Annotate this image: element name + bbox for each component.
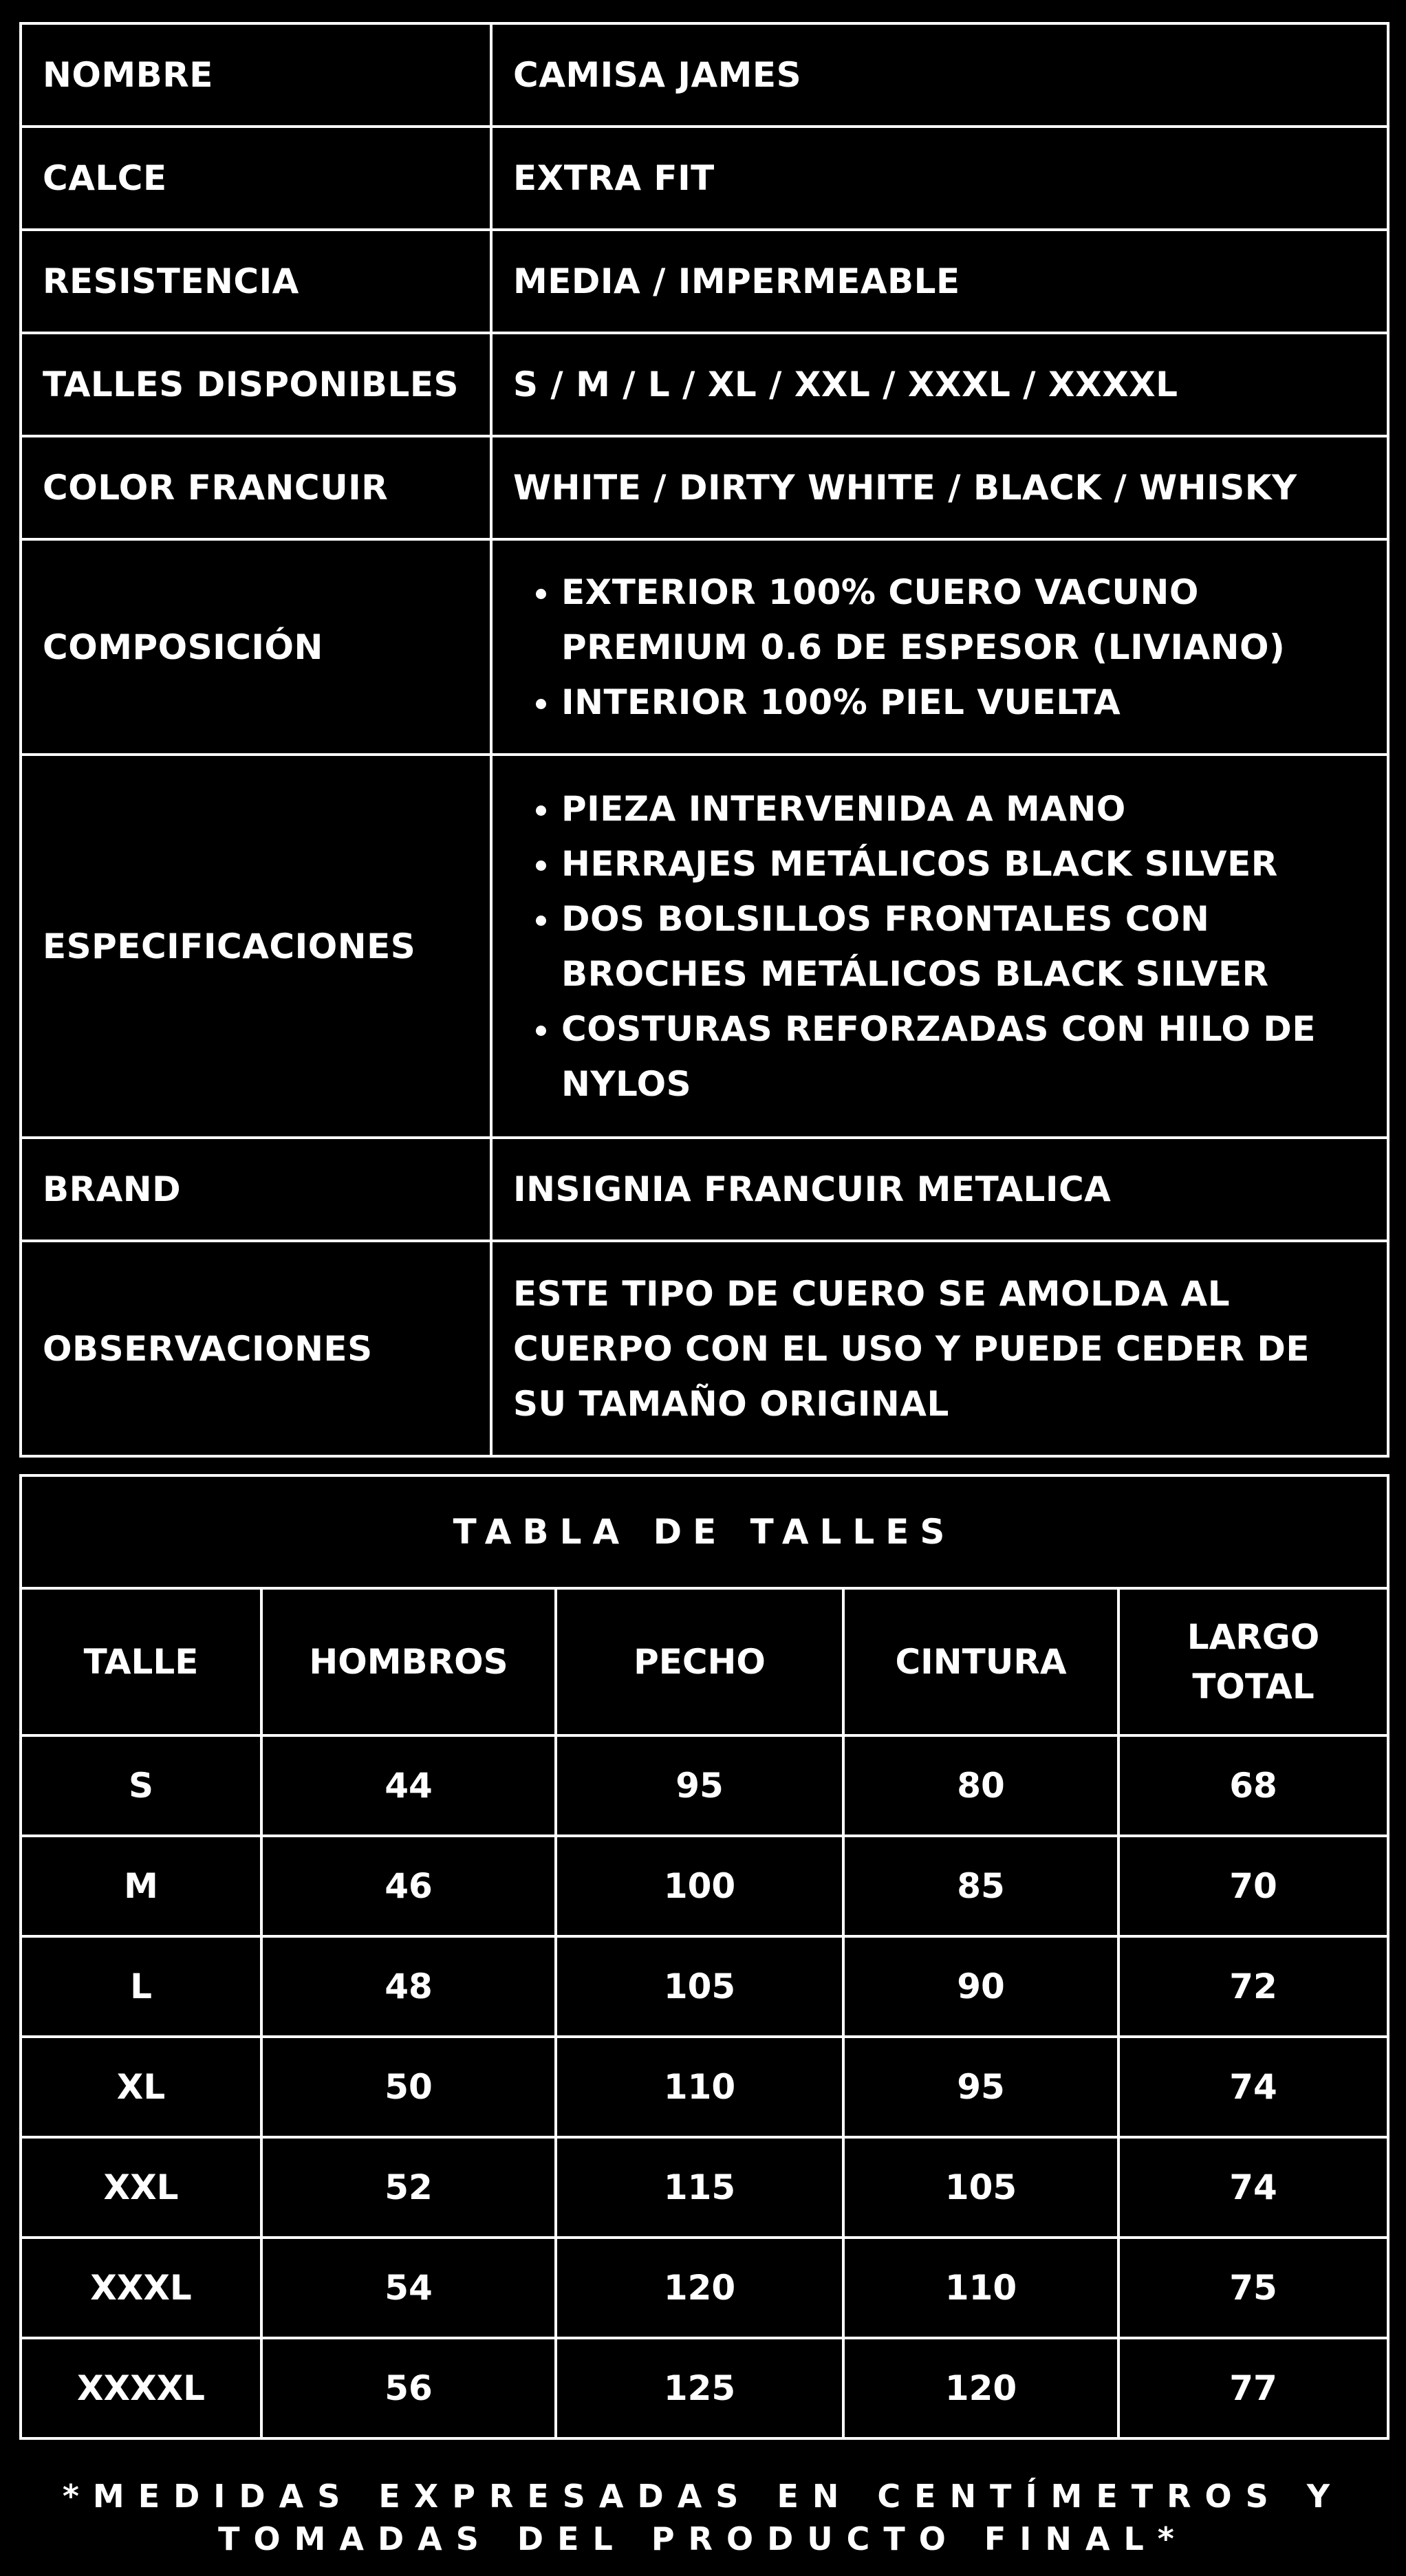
spec-label: COLOR FRANCUIR bbox=[21, 436, 491, 539]
value-cell: 95 bbox=[556, 1735, 843, 1836]
spec-value: CAMISA JAMES bbox=[491, 23, 1388, 127]
spec-value: WHITE / DIRTY WHITE / BLACK / WHISKY bbox=[491, 436, 1388, 539]
composicion-list bbox=[513, 565, 1366, 730]
size-cell: L bbox=[21, 1936, 261, 2037]
spec-row-composicion bbox=[21, 539, 1388, 755]
spec-label: TALLES DISPONIBLES bbox=[21, 333, 491, 436]
spec-label: CALCE bbox=[21, 127, 491, 230]
spec-label: ESPECIFICACIONES bbox=[21, 755, 491, 1138]
spec-row-resistencia bbox=[21, 230, 1388, 333]
value-cell: 80 bbox=[843, 1735, 1118, 1836]
spec-value: INSIGNIA FRANCUIR METALICA bbox=[491, 1138, 1388, 1241]
spec-value: MEDIA / IMPERMEABLE bbox=[491, 230, 1388, 333]
spec-row-talles bbox=[21, 333, 1388, 436]
value-cell: 120 bbox=[556, 2238, 843, 2338]
size-table-header-row bbox=[21, 1588, 1388, 1735]
value-cell: 52 bbox=[261, 2137, 556, 2238]
spec-label: COMPOSICIÓN bbox=[21, 539, 491, 755]
value-cell: 105 bbox=[843, 2137, 1118, 2238]
spec-value: S / M / L / XL / XXL / XXXL / XXXXL bbox=[491, 333, 1388, 436]
table-row bbox=[21, 1936, 1388, 2037]
product-spec-table bbox=[19, 22, 1389, 1458]
value-cell: 120 bbox=[843, 2338, 1118, 2438]
spec-row-observaciones bbox=[21, 1241, 1388, 1456]
size-chart-table bbox=[19, 1474, 1389, 2440]
value-cell: 110 bbox=[843, 2238, 1118, 2338]
value-cell: 77 bbox=[1118, 2338, 1388, 2438]
list-item: • HERRAJES METÁLICOS BLACK SILVER bbox=[561, 836, 1366, 891]
size-cell: XXXL bbox=[21, 2238, 261, 2338]
spec-value: EXTRA FIT bbox=[491, 127, 1388, 230]
spec-label: RESISTENCIA bbox=[21, 230, 491, 333]
column-header: HOMBROS bbox=[261, 1588, 556, 1735]
table-row bbox=[21, 2137, 1388, 2238]
value-cell: 115 bbox=[556, 2137, 843, 2238]
value-cell: 70 bbox=[1118, 1836, 1388, 1936]
column-header: CINTURA bbox=[843, 1588, 1118, 1735]
value-cell: 90 bbox=[843, 1936, 1118, 2037]
value-cell: 44 bbox=[261, 1735, 556, 1836]
table-row bbox=[21, 2037, 1388, 2137]
spec-value: ESTE TIPO DE CUERO SE AMOLDA AL CUERPO CON EL USO Y PUEDE CEDER DE SU TAMAÑO ORIGINAL bbox=[491, 1241, 1388, 1456]
table-row bbox=[21, 2238, 1388, 2338]
spec-row-nombre bbox=[21, 23, 1388, 127]
value-cell: 68 bbox=[1118, 1735, 1388, 1836]
column-header: TALLE bbox=[21, 1588, 261, 1735]
list-item: • COSTURAS REFORZADAS CON HILO DE NYLOS bbox=[561, 1002, 1366, 1112]
table-row bbox=[21, 1735, 1388, 1836]
value-cell: 125 bbox=[556, 2338, 843, 2438]
value-cell: 110 bbox=[556, 2037, 843, 2137]
spec-row-calce bbox=[21, 127, 1388, 230]
value-cell: 56 bbox=[261, 2338, 556, 2438]
value-cell: 75 bbox=[1118, 2238, 1388, 2338]
value-cell: 46 bbox=[261, 1836, 556, 1936]
value-cell: 95 bbox=[843, 2037, 1118, 2137]
especificaciones-list bbox=[513, 781, 1366, 1112]
size-table-title-row bbox=[21, 1475, 1388, 1588]
value-cell: 72 bbox=[1118, 1936, 1388, 2037]
size-cell: XXXXL bbox=[21, 2338, 261, 2438]
spec-row-especificaciones bbox=[21, 755, 1388, 1138]
spec-label: BRAND bbox=[21, 1138, 491, 1241]
list-item: • PIEZA INTERVENIDA A MANO bbox=[561, 781, 1366, 836]
column-header: LARGO TOTAL bbox=[1118, 1588, 1388, 1735]
size-cell: XXL bbox=[21, 2137, 261, 2238]
list-item: • DOS BOLSILLOS FRONTALES CON BROCHES METÁLICOS BLACK SILVER bbox=[561, 891, 1366, 1002]
spec-row-brand bbox=[21, 1138, 1388, 1241]
size-cell: S bbox=[21, 1735, 261, 1836]
spec-label: OBSERVACIONES bbox=[21, 1241, 491, 1456]
column-header: PECHO bbox=[556, 1588, 843, 1735]
size-cell: M bbox=[21, 1836, 261, 1936]
value-cell: 74 bbox=[1118, 2137, 1388, 2238]
spec-value bbox=[491, 539, 1388, 755]
spec-row-color bbox=[21, 436, 1388, 539]
value-cell: 100 bbox=[556, 1836, 843, 1936]
spec-value bbox=[491, 755, 1388, 1138]
spec-label: NOMBRE bbox=[21, 23, 491, 127]
value-cell: 50 bbox=[261, 2037, 556, 2137]
list-item: • INTERIOR 100% PIEL VUELTA bbox=[561, 675, 1366, 730]
value-cell: 48 bbox=[261, 1936, 556, 2037]
value-cell: 105 bbox=[556, 1936, 843, 2037]
size-table-title: TABLA DE TALLES bbox=[21, 1475, 1388, 1588]
size-cell: XL bbox=[21, 2037, 261, 2137]
table-row bbox=[21, 1836, 1388, 1936]
measurement-footnote: *MEDIDAS EXPRESADAS EN CENTÍMETROS Y TOMADAS DEL PRODUCTO FINAL* bbox=[62, 2478, 1344, 2557]
value-cell: 54 bbox=[261, 2238, 556, 2338]
list-item: • EXTERIOR 100% CUERO VACUNO PREMIUM 0.6 DE ESPESOR (LIVIANO) bbox=[561, 565, 1366, 675]
value-cell: 85 bbox=[843, 1836, 1118, 1936]
value-cell: 74 bbox=[1118, 2037, 1388, 2137]
table-row bbox=[21, 2338, 1388, 2438]
